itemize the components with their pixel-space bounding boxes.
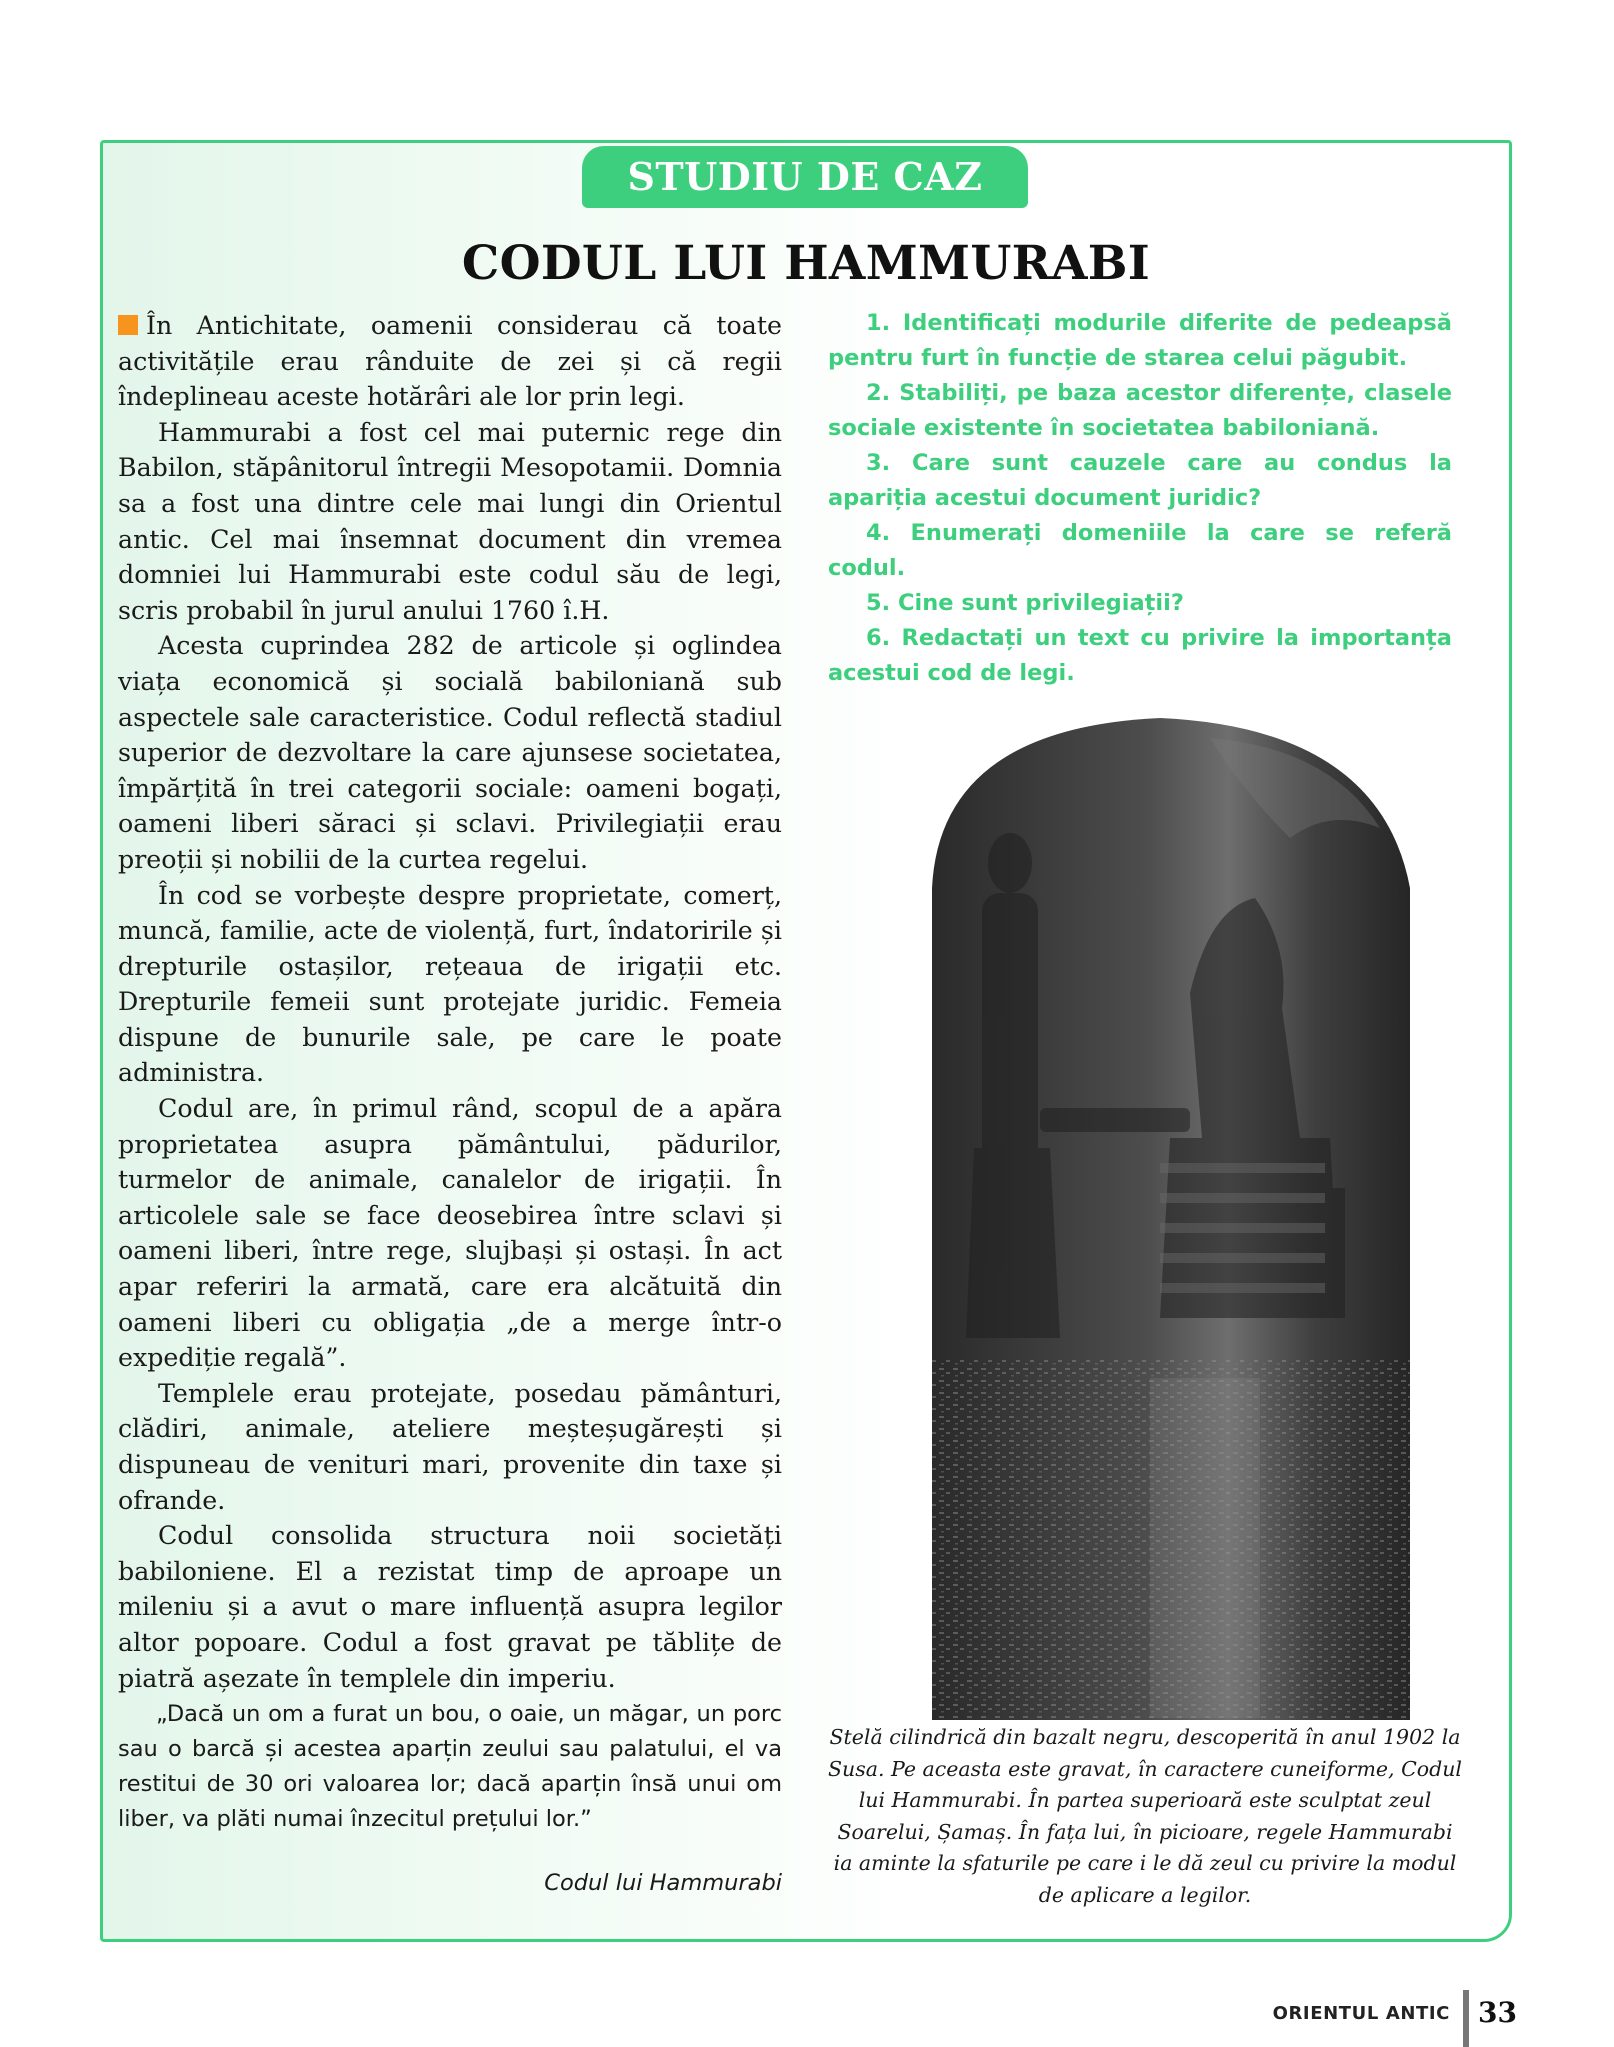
stela-image: [910, 718, 1430, 1720]
case-study-tag: STUDIU DE CAZ: [582, 146, 1028, 208]
question-2: 2. Stabiliți, pe baza acestor diferențe, clasele sociale existente în societatea babiloniană.: [828, 380, 1452, 441]
law-quote: [118, 1697, 782, 1837]
paragraph-2: Hammurabi a fost cel mai puternic rege din Babilon, stăpânitorul întregii Mesopotamii. Domnia sa a fost una dintre cele mai lungi din Orientul antic. Cel mai însemnat document din vremea domniei lui Hammurabi este codul său de legi, scris probabil în jurul anului 1760 î.H.: [118, 417, 782, 625]
image-caption: Stelă cilindrică din bazalt negru, descoperită în anul 1902 la Susa. Pe aceasta este gravat, în caractere cuneiforme, Codul lui Hammurabi. În partea superioară este sculptat zeul Soarelui, Șamaș. În fața lui, în picioare, regele Hammurabi ia aminte la sfaturile pe care i le dă zeul cu privire la modul de aplicare a legilor.: [828, 1725, 1462, 1907]
question-3: 3. Care sunt cauzele care au condus la apariția acestui document juridic?: [828, 450, 1452, 511]
quote-source: Codul lui Hammurabi: [544, 1870, 782, 1896]
footer-divider: [1463, 1990, 1469, 2047]
page-title: CODUL LUI HAMMURABI: [461, 236, 1151, 291]
question-5: 5. Cine sunt privilegiații?: [866, 590, 1184, 616]
quote-text: „Dacă un om a furat un bou, o oaie, un măgar, un porc sau o barcă și acestea aparțin zeului sau palatului, el va restitui de 30 ori valoarea lor; dacă aparțin însă unui om liber, va plăti numai înzecitul prețului lor.”: [118, 1701, 782, 1832]
footer-section-label: ORIENTUL ANTIC: [1272, 2003, 1450, 2024]
paragraph-1: [118, 308, 782, 415]
questions-list: [828, 306, 1452, 691]
main-text: [118, 308, 782, 1696]
paragraph-7: Codul consolida structura noii societăți babiloniene. El a rezistat timp de aproape un mileniu și a avut o mare influență asupra legilor altor popoare. Codul a fost gravat pe tăblițe de piatră așezate în templele din imperiu.: [118, 1521, 782, 1693]
paragraph-3: Acesta cuprindea 282 de articole și oglindea viața economică și socială babiloniană sub aspectele sale caracteristice. Codul reflectă stadiul superior de dezvoltare la care ajunsese societatea, împărțită în trei categorii sociale: oameni bogați, oameni liberi săraci și sclavi. Privilegiații erau preoții și nobilii de la curtea regelui.: [118, 631, 782, 874]
paragraph-1-text: În Antichitate, oamenii considerau că toate activitățile erau rânduite de zei și că regii îndeplineau aceste hotărâri ale lor prin legi.: [118, 311, 782, 412]
question-1: 1. Identificați modurile diferite de pedeapsă pentru furt în funcție de starea celui păgubit.: [828, 310, 1452, 371]
hammurabi-stela-picture: [910, 718, 1430, 1720]
page-number: 33: [1478, 1996, 1517, 2029]
paragraph-4: În cod se vorbește despre proprietate, comerț, muncă, familie, acte de violență, furt, îndatoririle și drepturile ostașilor, rețeaua de irigații etc. Drepturile femeii sunt protejate juridic. Femeia dispune de bunurile sale, pe care le poate administra.: [118, 880, 782, 1088]
orange-square-bullet-icon: [118, 315, 138, 335]
question-4: 4. Enumerați domeniile la care se referă codul.: [828, 520, 1452, 581]
question-6: 6. Redactați un text cu privire la importanța acestui cod de legi.: [828, 625, 1452, 686]
paragraph-6: Templele erau protejate, posedau pământuri, clădiri, animale, ateliere meșteșugărești și dispuneau de venituri mari, provenite din taxe și ofrande.: [118, 1378, 782, 1515]
paragraph-5: Codul are, în primul rând, scopul de a apăra proprietatea asupra pământului, pădurilor, turmelor de animale, canalelor de irigații. În articolele sale se face deosebirea între sclavi și oameni liberi, între rege, slujbași și ostași. În act apar referiri la armată, care era alcătuită din oameni liberi cu obligația „de a merge într-o expediție regală”.: [118, 1094, 782, 1373]
